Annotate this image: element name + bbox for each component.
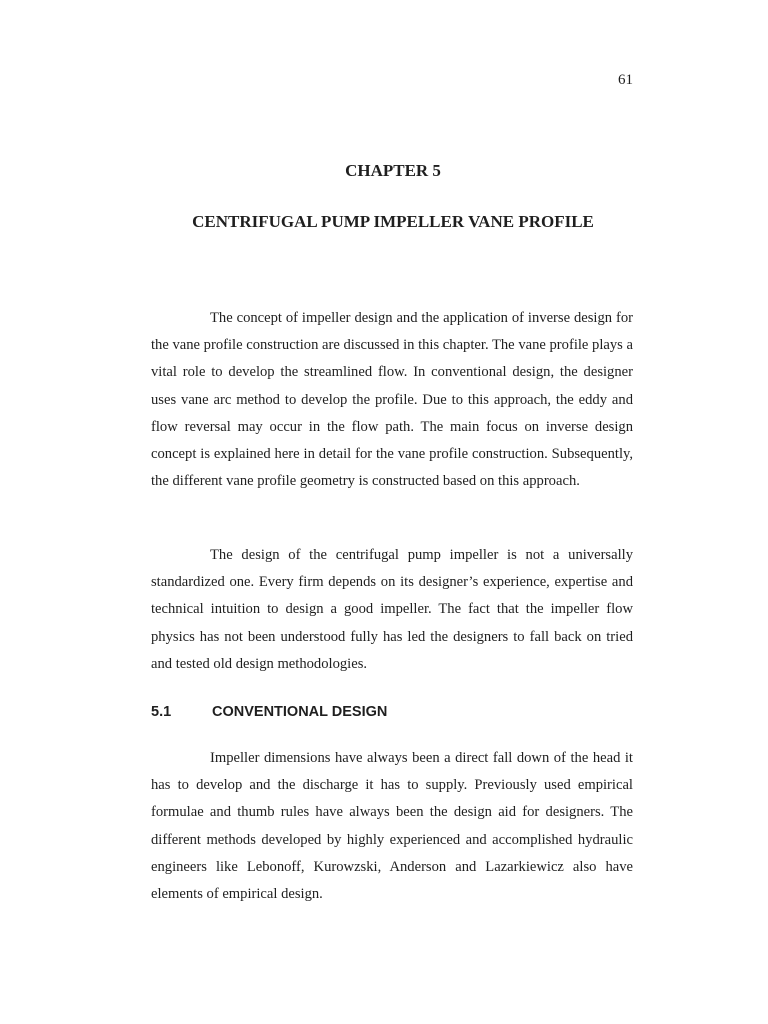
section-title: CONVENTIONAL DESIGN	[212, 704, 388, 720]
page-number: 61	[618, 72, 633, 88]
paragraph-text: Impeller dimensions have always been a direct fall down of the head it has to develop and the discharge it has to supply. Previously used empirical formulae and thumb rules have always been the design aid for designers. The different methods developed by highly experienced and accomplished hydraulic engineers like Lebonoff, Kurowzski, Anderson and Lazarkiewicz also have elements of empirical design.	[151, 750, 633, 903]
section-heading	[151, 702, 387, 722]
body-paragraph	[151, 305, 633, 495]
paragraph-text: The concept of impeller design and the application of inverse design for the vane profile construction are discussed in this chapter. The vane profile plays a vital role to develop the streamlined flow. In conventional design, the designer uses vane arc method to develop the profile. Due to this approach, the eddy and flow reversal may occur in the flow path. The main focus on inverse design concept is explained here in detail for the vane profile construction. Subsequently, the different vane profile geometry is constructed based on this approach.	[151, 310, 633, 490]
section-number: 5.1	[151, 704, 172, 720]
body-paragraph	[151, 542, 633, 678]
paragraph-text: The design of the centrifugal pump impeller is not a universally standardized one. Every firm depends on its designer’s experience, expertise and technical intuition to design a good impeller. The fact that the impeller flow physics has not been understood fully has led the designers to fall back on tried and tested old design methodologies.	[151, 547, 633, 672]
chapter-title: CENTRIFUGAL PUMP IMPELLER VANE PROFILE	[192, 212, 594, 231]
chapter-label: CHAPTER 5	[345, 161, 441, 180]
body-paragraph	[151, 745, 633, 908]
